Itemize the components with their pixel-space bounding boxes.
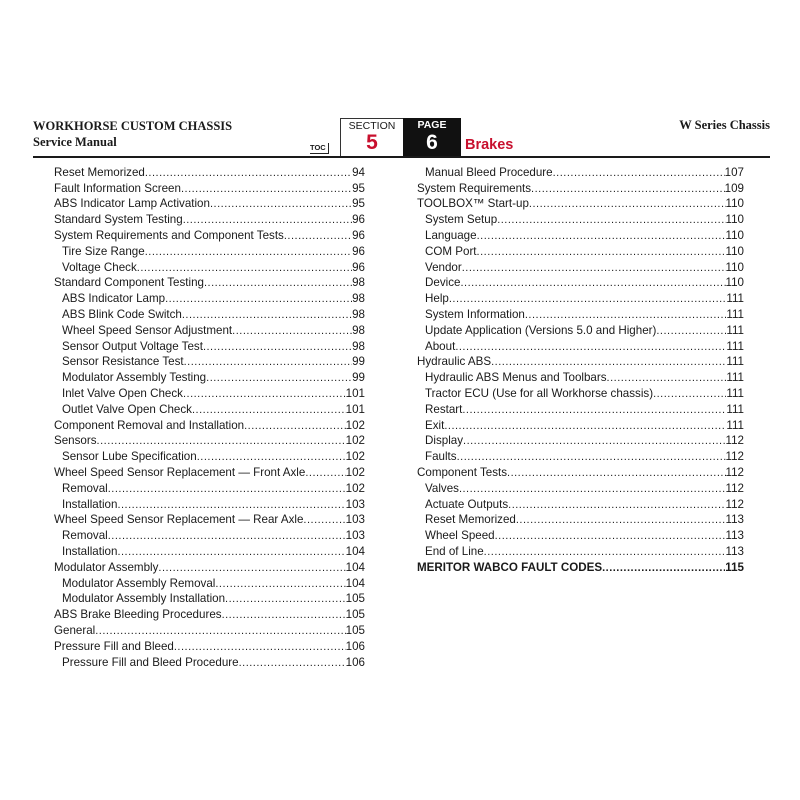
toc-entry-page: 106: [345, 655, 365, 669]
toc-entry-page: 96: [352, 244, 365, 258]
toc-leader-dots: [184, 356, 353, 369]
toc-entry-label: Vendor: [425, 260, 462, 274]
toc-leader-dots: [459, 483, 726, 496]
toc-leader-dots: [653, 388, 726, 401]
toc-entry-page: 110: [725, 197, 744, 211]
toc-entry-page: 104: [345, 544, 365, 558]
toc-leader-dots: [602, 562, 725, 575]
toc-entry-label: System Information: [425, 307, 525, 321]
toc-entry[interactable]: [54, 290, 365, 306]
page-number: 6: [426, 131, 438, 154]
toc-entry[interactable]: [54, 180, 365, 196]
toc-entry[interactable]: [417, 196, 744, 212]
toc-entry[interactable]: [54, 243, 365, 259]
document-header-left: [33, 118, 232, 150]
toc-entry-label: Manual Bleed Procedure: [425, 165, 553, 179]
toc-entry[interactable]: [54, 527, 365, 543]
toc-leader-dots: [491, 356, 726, 369]
series-title: W Series Chassis: [679, 118, 770, 132]
toc-entry-label: Help: [425, 292, 449, 306]
toc-entry[interactable]: [54, 559, 365, 575]
toc-entry-label: Standard System Testing: [54, 213, 183, 227]
toc-entry[interactable]: [54, 227, 365, 243]
toc-entry-page: 112: [725, 481, 744, 495]
toc-entry[interactable]: [417, 369, 744, 385]
toc-entry-label: Modulator Assembly: [54, 560, 159, 574]
toc-entry-page: 105: [345, 623, 365, 637]
toc-entry[interactable]: [417, 512, 744, 528]
toc-entry-page: 98: [352, 339, 365, 353]
toc-leader-dots: [477, 230, 726, 243]
toc-leader-dots: [204, 277, 352, 290]
toc-entry-label: Removal: [62, 529, 108, 543]
toc-entry[interactable]: [417, 448, 744, 464]
toc-entry[interactable]: [54, 496, 365, 512]
toc-entry-label: Outlet Valve Open Check: [62, 402, 192, 416]
toc-entry-label: System Setup: [425, 213, 498, 227]
toc-entry-page: 96: [352, 213, 365, 227]
toc-entry-page: 115: [725, 560, 744, 574]
toc-leader-dots: [108, 483, 346, 496]
toc-entry[interactable]: [417, 164, 744, 180]
toc-leader-dots: [203, 341, 352, 354]
toc-leader-dots: [284, 230, 352, 243]
toc-entry-page: 111: [726, 371, 744, 385]
toc-entry[interactable]: [417, 290, 744, 306]
toc-entry[interactable]: [54, 354, 365, 370]
toc-entry-label: Sensor Resistance Test: [62, 355, 184, 369]
section-box: [340, 118, 404, 157]
toc-entry[interactable]: [54, 591, 365, 607]
toc-entry-page: 110: [725, 260, 744, 274]
toc-entry-page: 104: [345, 560, 365, 574]
toc-entry-page: 101: [345, 386, 365, 400]
toc-entry[interactable]: [417, 243, 744, 259]
header-rule: [33, 156, 770, 158]
toc-leader-dots: [444, 420, 726, 433]
toc-entry[interactable]: [54, 448, 365, 464]
toc-entry-page: 113: [725, 513, 744, 527]
toc-entry[interactable]: [417, 401, 744, 417]
toc-entry[interactable]: [417, 211, 744, 227]
toc-entry-label: Device: [425, 276, 461, 290]
toc-entry[interactable]: [54, 480, 365, 496]
toc-entry-page: 103: [345, 529, 365, 543]
toc-entry-page: 111: [726, 386, 744, 400]
toc-leader-dots: [192, 404, 346, 417]
toc-entry-label: ABS Blink Code Switch: [62, 307, 182, 321]
toc-leader-dots: [145, 167, 352, 180]
toc-leader-dots: [507, 467, 726, 480]
toc-entry[interactable]: [54, 275, 365, 291]
toc-entry[interactable]: [417, 275, 744, 291]
toc-leader-dots: [174, 641, 346, 654]
toc-entry-page: 101: [345, 402, 365, 416]
toc-entry-label: Restart: [425, 402, 463, 416]
toc-entry-page: 98: [352, 292, 365, 306]
toc-entry-label: TOOLBOX™ Start-up: [417, 197, 529, 211]
toc-entry[interactable]: [54, 401, 365, 417]
toc-entry[interactable]: [417, 385, 744, 401]
toc-entry-page: 104: [345, 576, 365, 590]
toc-entry[interactable]: [54, 512, 365, 528]
toc-leader-dots: [206, 372, 352, 385]
toc-entry[interactable]: [54, 433, 365, 449]
toc-leader-dots: [449, 293, 727, 306]
manual-title: Service Manual: [33, 135, 117, 149]
toc-entry[interactable]: [54, 369, 365, 385]
toc-leader-dots: [477, 246, 726, 259]
toc-entry-label: Modulator Assembly Testing: [62, 371, 207, 385]
toc-entry[interactable]: [417, 354, 744, 370]
toc-leader-dots: [215, 578, 345, 591]
toc-entry[interactable]: [417, 496, 744, 512]
toc-leader-dots: [183, 388, 346, 401]
toc-entry-page: 112: [725, 497, 744, 511]
toc-entry-label: Update Application (Versions 5.0 and Higher): [425, 323, 657, 337]
toc-entry-label: COM Port: [425, 244, 477, 258]
toc-leader-dots: [497, 214, 725, 227]
toc-leader-dots: [516, 514, 726, 527]
toc-entry-page: 99: [352, 371, 365, 385]
toc-entry-label: Fault Information Screen: [54, 181, 181, 195]
toc-entry-label: Modulator Assembly Installation: [62, 592, 226, 606]
toc-entry-page: 105: [345, 592, 365, 606]
toc-entry[interactable]: [417, 559, 744, 575]
toc-leader-dots: [232, 325, 352, 338]
page-label: PAGE: [417, 119, 447, 131]
toc-entry-label: Hydraulic ABS: [417, 355, 492, 369]
toc-entry[interactable]: [54, 543, 365, 559]
toc-entry-label: Exit: [425, 418, 445, 432]
toc-leader-dots: [525, 309, 727, 322]
toc-entry[interactable]: [54, 196, 365, 212]
toc-leader-dots: [529, 198, 726, 211]
toc-entry-label: ABS Indicator Lamp: [62, 292, 166, 306]
toc-entry-label: Inlet Valve Open Check: [62, 386, 183, 400]
toc-entry[interactable]: [417, 480, 744, 496]
toc-entry-page: 99: [352, 355, 365, 369]
toc-entry-label: Component Tests: [417, 465, 508, 479]
toc-leader-dots: [108, 530, 346, 543]
toc-leader-dots: [244, 420, 346, 433]
toc-entry-page: 98: [352, 323, 365, 337]
toc-entry-page: 105: [345, 608, 365, 622]
toc-entry-label: Voltage Check: [62, 260, 137, 274]
toc-entry[interactable]: [54, 322, 365, 338]
toc-entry-page: 110: [725, 228, 744, 242]
toc-leader-dots: [656, 325, 726, 338]
toc-leader-dots: [117, 499, 345, 512]
toc-leader-dots: [239, 657, 346, 670]
toc-entry[interactable]: [417, 433, 744, 449]
toc-entry-page: 110: [725, 244, 744, 258]
toc-leader-dots: [183, 214, 352, 227]
toc-column-right: [417, 164, 744, 575]
toc-entry[interactable]: [417, 527, 744, 543]
section-label: SECTION: [348, 120, 396, 132]
toc-entry-label: System Requirements and Component Tests: [54, 228, 284, 242]
toc-leader-dots: [462, 404, 726, 417]
toc-leader-dots: [303, 514, 345, 527]
toc-entry-label: Installation: [62, 544, 118, 558]
toc-leader-dots: [455, 341, 726, 354]
toc-entry-page: 113: [725, 529, 744, 543]
toc-entry-page: 112: [725, 465, 744, 479]
toc-entry-page: 102: [345, 434, 365, 448]
toc-entry-page: 109: [724, 181, 744, 195]
toc-entry-page: 112: [725, 434, 744, 448]
toc-leader-dots: [181, 183, 352, 196]
toc-entry[interactable]: [54, 606, 365, 622]
toc-entry-page: 103: [345, 513, 365, 527]
toc-leader-dots: [463, 435, 726, 448]
toc-entry-label: ABS Indicator Lamp Activation: [54, 197, 210, 211]
toc-entry-label: Display: [425, 434, 464, 448]
company-name: WORKHORSE CUSTOM CHASSIS: [33, 119, 233, 133]
toc-leader-dots: [495, 530, 726, 543]
toc-entry-page: 95: [352, 197, 365, 211]
toc-entry-page: 113: [725, 544, 744, 558]
toc-leader-dots: [95, 625, 345, 638]
toc-entry-label: Faults: [425, 450, 457, 464]
toc-entry-page: 110: [725, 213, 744, 227]
toc-entry-page: 102: [345, 450, 365, 464]
toc-entry-label: Tractor ECU (Use for all Workhorse chassis): [425, 386, 654, 400]
toc-entry-page: 110: [725, 276, 744, 290]
toc-entry[interactable]: [54, 385, 365, 401]
toc-entry-page: 103: [345, 497, 365, 511]
toc-entry-page: 98: [352, 307, 365, 321]
toc-entry-label: Pressure Fill and Bleed: [54, 639, 174, 653]
toc-entry-label: Removal: [62, 481, 108, 495]
toc-leader-dots: [484, 546, 726, 559]
toc-entry-label: Wheel Speed Sensor Adjustment: [62, 323, 233, 337]
toc-leader-dots: [197, 451, 346, 464]
toc-entry-page: 111: [726, 323, 744, 337]
toc-entry[interactable]: [54, 338, 365, 354]
toc-entry[interactable]: [54, 575, 365, 591]
toc-entry-label: Sensors: [54, 434, 97, 448]
toc-leader-dots: [305, 467, 345, 480]
toc-entry[interactable]: [417, 227, 744, 243]
toc-entry-page: 96: [352, 228, 365, 242]
toc-entry[interactable]: [54, 654, 365, 670]
toc-leader-dots: [457, 451, 726, 464]
toc-leader-dots: [462, 262, 726, 275]
toc-entry-page: 107: [724, 165, 744, 179]
toc-leader-dots: [460, 277, 725, 290]
chapter-title: Brakes: [465, 137, 514, 153]
toc-entry-page: 111: [726, 339, 744, 353]
toc-column-left: [54, 164, 365, 670]
toc-entry-label: Actuate Outputs: [425, 497, 509, 511]
toc-entry-label: About: [425, 339, 456, 353]
toc-leader-dots: [145, 246, 352, 259]
toc-leader-dots: [117, 546, 345, 559]
toc-leader-dots: [210, 198, 352, 211]
toc-leader-dots: [607, 372, 727, 385]
section-number: 5: [366, 131, 378, 154]
toc-entry-page: 102: [345, 418, 365, 432]
toc-entry[interactable]: [417, 306, 744, 322]
page-box: [403, 118, 461, 157]
toc-entry-page: 106: [345, 639, 365, 653]
toc-entry-label: Installation: [62, 497, 118, 511]
toc-entry[interactable]: [54, 211, 365, 227]
toc-entry-page: 111: [726, 307, 744, 321]
toc-entry-label: Wheel Speed: [425, 529, 495, 543]
toc-entry-label: Standard Component Testing: [54, 276, 204, 290]
toc-leader-dots: [222, 609, 346, 622]
toc-link[interactable]: TOC: [310, 143, 329, 154]
toc-leader-dots: [508, 499, 725, 512]
toc-entry-label: End of Line: [425, 544, 484, 558]
toc-entry-page: 112: [725, 450, 744, 464]
toc-entry[interactable]: [417, 322, 744, 338]
toc-entry-label: Reset Memorized: [54, 165, 145, 179]
toc-entry[interactable]: [54, 638, 365, 654]
toc-leader-dots: [97, 435, 346, 448]
toc-entry-page: 102: [345, 465, 365, 479]
toc-entry-label: Wheel Speed Sensor Replacement — Rear Axle: [54, 513, 304, 527]
toc-entry-label: Language: [425, 228, 477, 242]
toc-entry-label: System Requirements: [417, 181, 532, 195]
toc-entry-page: 111: [726, 418, 744, 432]
toc-leader-dots: [182, 309, 352, 322]
toc-entry-page: 102: [345, 481, 365, 495]
toc-entry-page: 111: [726, 355, 744, 369]
toc-entry[interactable]: [54, 306, 365, 322]
toc-entry[interactable]: [54, 622, 365, 638]
toc-entry[interactable]: [417, 338, 744, 354]
toc-entry[interactable]: [417, 417, 744, 433]
toc-entry[interactable]: [417, 259, 744, 275]
toc-entry-label: Sensor Output Voltage Test: [62, 339, 203, 353]
toc-entry-page: 98: [352, 276, 365, 290]
toc-entry-label: ABS Brake Bleeding Procedures: [54, 608, 222, 622]
toc-entry[interactable]: [417, 180, 744, 196]
toc-entry-label: MERITOR WABCO FAULT CODES: [417, 560, 603, 574]
toc-entry-label: Component Removal and Installation: [54, 418, 245, 432]
toc-entry-label: Modulator Assembly Removal: [62, 576, 216, 590]
toc-entry-label: Reset Memorized: [425, 513, 516, 527]
toc-leader-dots: [225, 593, 346, 606]
toc-leader-dots: [158, 562, 345, 575]
toc-entry-page: 111: [726, 402, 744, 416]
toc-entry-label: General: [54, 623, 96, 637]
toc-leader-dots: [165, 293, 352, 306]
toc-entry-page: 95: [352, 181, 365, 195]
toc-entry-label: Wheel Speed Sensor Replacement — Front Axle: [54, 465, 306, 479]
toc-entry[interactable]: [417, 543, 744, 559]
toc-entry-label: Hydraulic ABS Menus and Toolbars: [425, 371, 607, 385]
toc-entry[interactable]: [54, 259, 365, 275]
toc-entry-page: 94: [352, 165, 365, 179]
toc-entry-label: Tire Size Range: [62, 244, 145, 258]
toc-entry-page: 96: [352, 260, 365, 274]
toc-entry[interactable]: [54, 464, 365, 480]
toc-leader-dots: [137, 262, 352, 275]
toc-entry-label: Pressure Fill and Bleed Procedure: [62, 655, 239, 669]
toc-entry-label: Valves: [425, 481, 459, 495]
toc-leader-dots: [531, 183, 725, 196]
toc-entry[interactable]: [417, 464, 744, 480]
toc-entry[interactable]: [54, 417, 365, 433]
toc-entry-page: 111: [726, 292, 744, 306]
toc-entry-label: Sensor Lube Specification: [62, 450, 197, 464]
toc-entry[interactable]: [54, 164, 365, 180]
toc-leader-dots: [553, 167, 725, 180]
